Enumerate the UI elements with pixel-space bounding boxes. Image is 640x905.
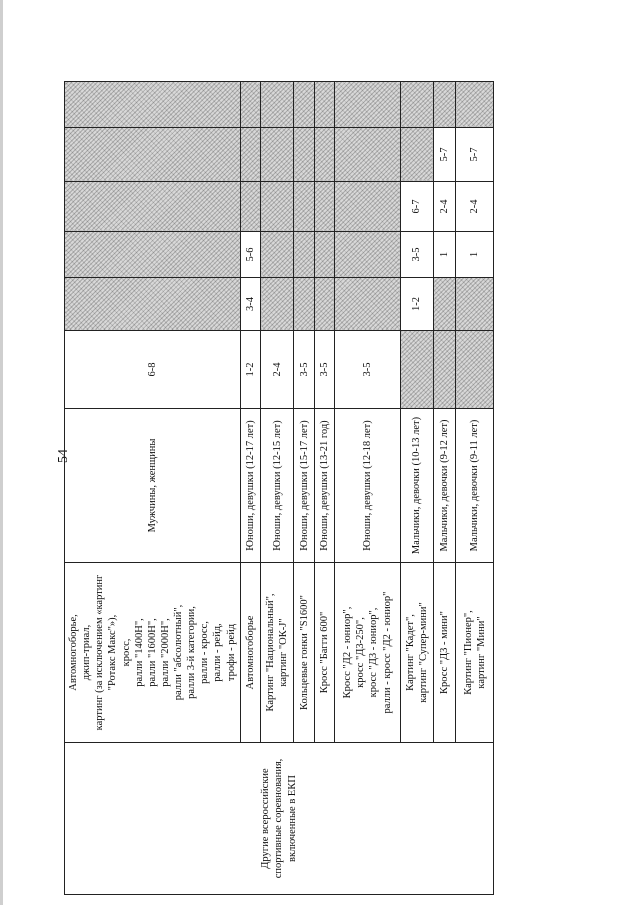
- discipline-cell: Картинг "Кадет", картинг "Супер-мини": [400, 563, 433, 743]
- participants-cell: Юноши, девушки (13-21 год): [314, 409, 334, 563]
- discipline-cell: Картинг "Национальный", картинг "ОК-J": [261, 563, 294, 743]
- hatched-cell: [261, 128, 294, 182]
- participants-cell: Юноши, девушки (12-15 лет): [261, 409, 294, 563]
- ranking-table: [64, 81, 494, 895]
- value-cell: 5-7: [434, 128, 456, 182]
- hatched-cell: [314, 82, 334, 128]
- discipline-cell: Кросс "Д2 - юниор", кросс "Д3-250", кросс "Д3 - юниор", ралли - кросс "Д2 - юниор": [334, 563, 400, 743]
- hatched-cell: [314, 278, 334, 331]
- hatched-cell: [261, 182, 294, 232]
- value-cell: 5-7: [456, 128, 494, 182]
- value-cell: 3-5: [314, 331, 334, 409]
- hatched-cell: [314, 232, 334, 278]
- hatched-cell: [400, 331, 433, 409]
- value-cell: 3-5: [294, 331, 314, 409]
- participants-cell: Мужчины, женщины: [65, 409, 241, 563]
- hatched-cell: [65, 182, 241, 232]
- participants-cell: Юноши, девушки (12-17 лет): [240, 409, 260, 563]
- participants-cell: Юноши, девушки (15-17 лет): [294, 409, 314, 563]
- category-label: Другие всероссийские спортивные соревнования, включенные в ЕКП: [65, 743, 494, 895]
- discipline-cell: Автомногоборье: [240, 563, 260, 743]
- hatched-cell: [261, 278, 294, 331]
- participants-cell: Мальчики, девочки (9-12 лет): [434, 409, 456, 563]
- participants-cell: Мальчики, девочки (9-11 лет): [456, 409, 494, 563]
- value-cell: 1-2: [400, 278, 433, 331]
- hatched-cell: [314, 128, 334, 182]
- value-cell: 2-4: [261, 331, 294, 409]
- discipline-cell: Автомногоборье, джип-триал, картинг (за исключением «картинг "Ротакс Макс"»), кросс, ралли "1400Н", ралли "1600Н", ралли "2000Н", ралли "абсолютный", ралли 3-й категории, ралли - кросс, ралли - рейд, трофи - рейд: [65, 563, 241, 743]
- hatched-cell: [294, 128, 314, 182]
- hatched-cell: [294, 82, 314, 128]
- table-row: [65, 82, 241, 895]
- hatched-cell: [65, 128, 241, 182]
- hatched-cell: [456, 331, 494, 409]
- hatched-cell: [334, 128, 400, 182]
- hatched-cell: [456, 82, 494, 128]
- hatched-cell: [314, 182, 334, 232]
- hatched-cell: [400, 82, 433, 128]
- hatched-cell: [334, 82, 400, 128]
- hatched-cell: [434, 331, 456, 409]
- hatched-cell: [334, 278, 400, 331]
- value-cell: 1: [456, 232, 494, 278]
- hatched-cell: [65, 232, 241, 278]
- value-cell: 1: [434, 232, 456, 278]
- hatched-cell: [294, 278, 314, 331]
- hatched-cell: [434, 82, 456, 128]
- value-cell: 6-7: [400, 182, 433, 232]
- hatched-cell: [65, 278, 241, 331]
- hatched-cell: [434, 278, 456, 331]
- hatched-cell: [261, 82, 294, 128]
- hatched-cell: [334, 182, 400, 232]
- discipline-cell: Кросс "Д3 - мини": [434, 563, 456, 743]
- value-cell: 3-5: [334, 331, 400, 409]
- discipline-cell: Кросс "Багги 600": [314, 563, 334, 743]
- value-cell: 6-8: [65, 331, 241, 409]
- hatched-cell: [294, 182, 314, 232]
- participants-cell: Мальчики, девочки (10-13 лет): [400, 409, 433, 563]
- hatched-cell: [240, 128, 260, 182]
- value-cell: 2-4: [434, 182, 456, 232]
- hatched-cell: [294, 232, 314, 278]
- hatched-cell: [240, 82, 260, 128]
- scan-edge: [0, 0, 3, 905]
- value-cell: 5-6: [240, 232, 260, 278]
- discipline-cell: Кольцевые гонки "S1600": [294, 563, 314, 743]
- hatched-cell: [261, 232, 294, 278]
- value-cell: 1-2: [240, 331, 260, 409]
- rotated-table-frame: [64, 82, 494, 895]
- value-cell: 2-4: [456, 182, 494, 232]
- page-number: 54: [56, 449, 71, 463]
- value-cell: 3-4: [240, 278, 260, 331]
- value-cell: 3-5: [400, 232, 433, 278]
- participants-cell: Юноши, девушки (12-18 лет): [334, 409, 400, 563]
- discipline-cell: Картинг "Пионер", картинг "Мини": [456, 563, 494, 743]
- hatched-cell: [400, 128, 433, 182]
- hatched-cell: [334, 232, 400, 278]
- hatched-cell: [240, 182, 260, 232]
- hatched-cell: [65, 82, 241, 128]
- hatched-cell: [456, 278, 494, 331]
